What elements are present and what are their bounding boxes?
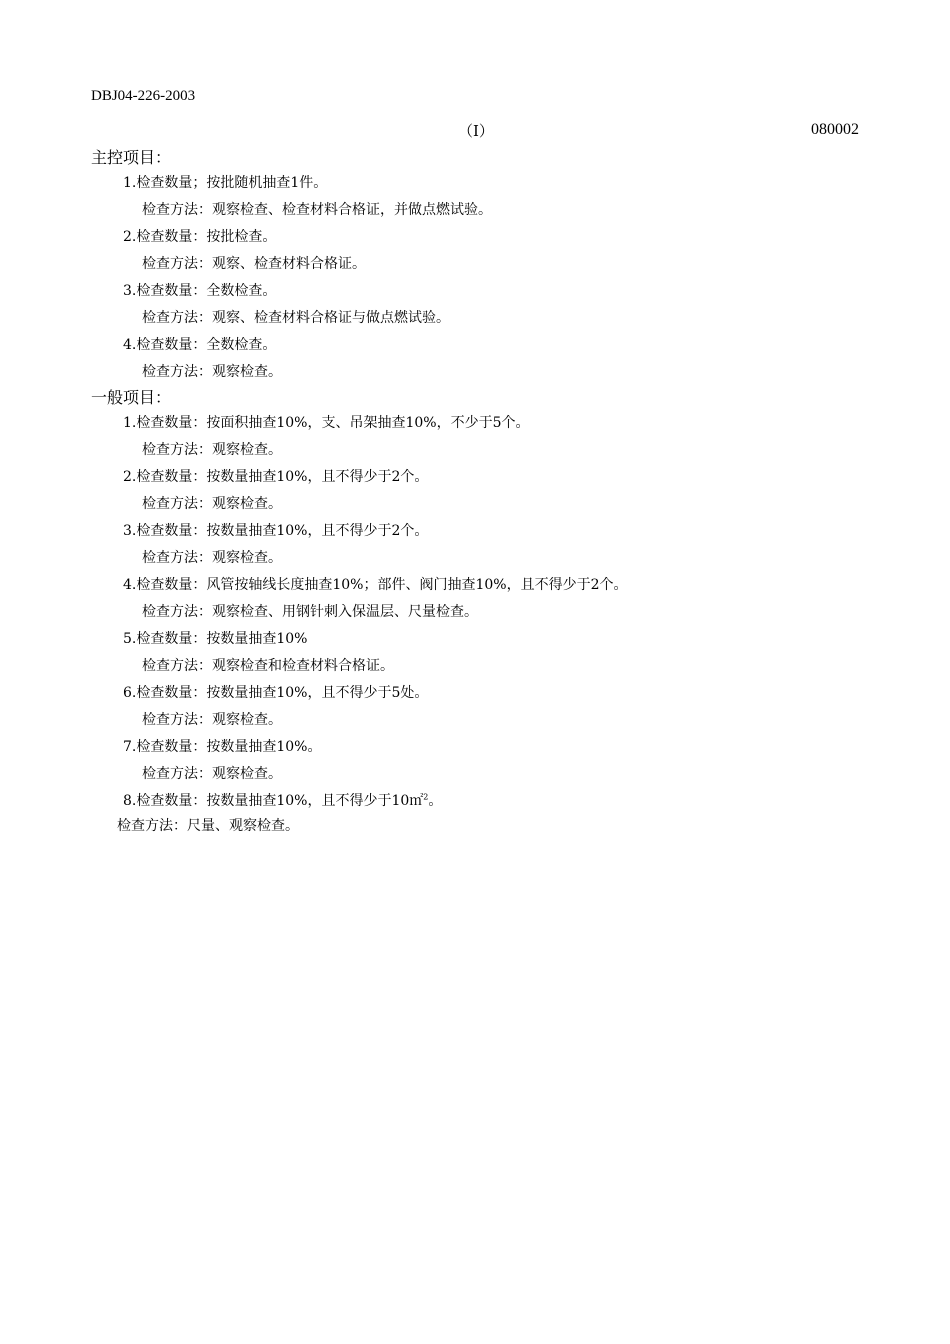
document-code: DBJ04-226-2003 (91, 88, 196, 104)
main-item-1-method: 检查方法：观察检查、检查材料合格证，并做点燃试验。 (142, 202, 492, 218)
general-item-7-method: 检查方法：观察检查。 (142, 766, 282, 782)
general-item-6-quantity: 6.检查数量：按数量抽查10%，且不得少于5处。 (123, 685, 429, 701)
main-control-heading: 主控项目： (91, 148, 172, 167)
general-item-8-method: 检查方法：尺量、观察检查。 (117, 818, 299, 834)
main-item-3-method: 检查方法：观察、检查材料合格证与做点燃试验。 (142, 310, 450, 326)
general-item-2-quantity: 2.检查数量：按数量抽查10%，且不得少于2个。 (123, 469, 429, 485)
general-item-8-quantity (91, 788, 871, 815)
general-item-2-method: 检查方法：观察检查。 (142, 496, 282, 512)
form-number: 080002 (811, 121, 859, 138)
general-item-8-quantity-end: 。 (428, 793, 443, 809)
general-item-5-method: 检查方法：观察检查和检查材料合格证。 (142, 658, 394, 674)
general-item-3-method: 检查方法：观察检查。 (142, 550, 282, 566)
main-item-2-method: 检查方法：观察、检查材料合格证。 (142, 256, 366, 272)
general-item-4-method: 检查方法：观察检查、用钢针刺入保温层、尺量检查。 (142, 604, 478, 620)
section-roman-numeral: （Ⅰ） (458, 122, 494, 140)
main-item-2-quantity: 2.检查数量：按批检查。 (123, 229, 277, 245)
general-item-1-method: 检查方法：观察检查。 (142, 442, 282, 458)
main-item-3-quantity: 3.检查数量：全数检查。 (123, 283, 277, 299)
general-item-5-quantity: 5.检查数量：按数量抽查10% (123, 631, 308, 647)
document-body (91, 146, 871, 837)
general-item-3-quantity: 3.检查数量：按数量抽查10%，且不得少于2个。 (123, 523, 429, 539)
general-item-7-quantity: 7.检查数量：按数量抽查10%。 (123, 739, 322, 755)
main-item-4-quantity: 4.检查数量：全数检查。 (123, 337, 277, 353)
square-meter-superscript: 2 (423, 792, 429, 802)
general-item-1-quantity: 1.检查数量：按面积抽查10%，支、吊架抽查10%，不少于5个。 (123, 415, 530, 431)
general-item-6-method: 检查方法：观察检查。 (142, 712, 282, 728)
general-item-4-quantity: 4.检查数量：风管按轴线长度抽查10%；部件、阀门抽查10%，且不得少于2个。 (123, 577, 628, 593)
main-item-4-method: 检查方法：观察检查。 (142, 364, 282, 380)
main-item-1-quantity: 1.检查数量；按批随机抽查1件。 (123, 175, 328, 191)
general-items-heading: 一般项目： (91, 388, 172, 407)
general-item-8-quantity-text: 8.检查数量：按数量抽查10%，且不得少于10㎡ (123, 793, 424, 809)
